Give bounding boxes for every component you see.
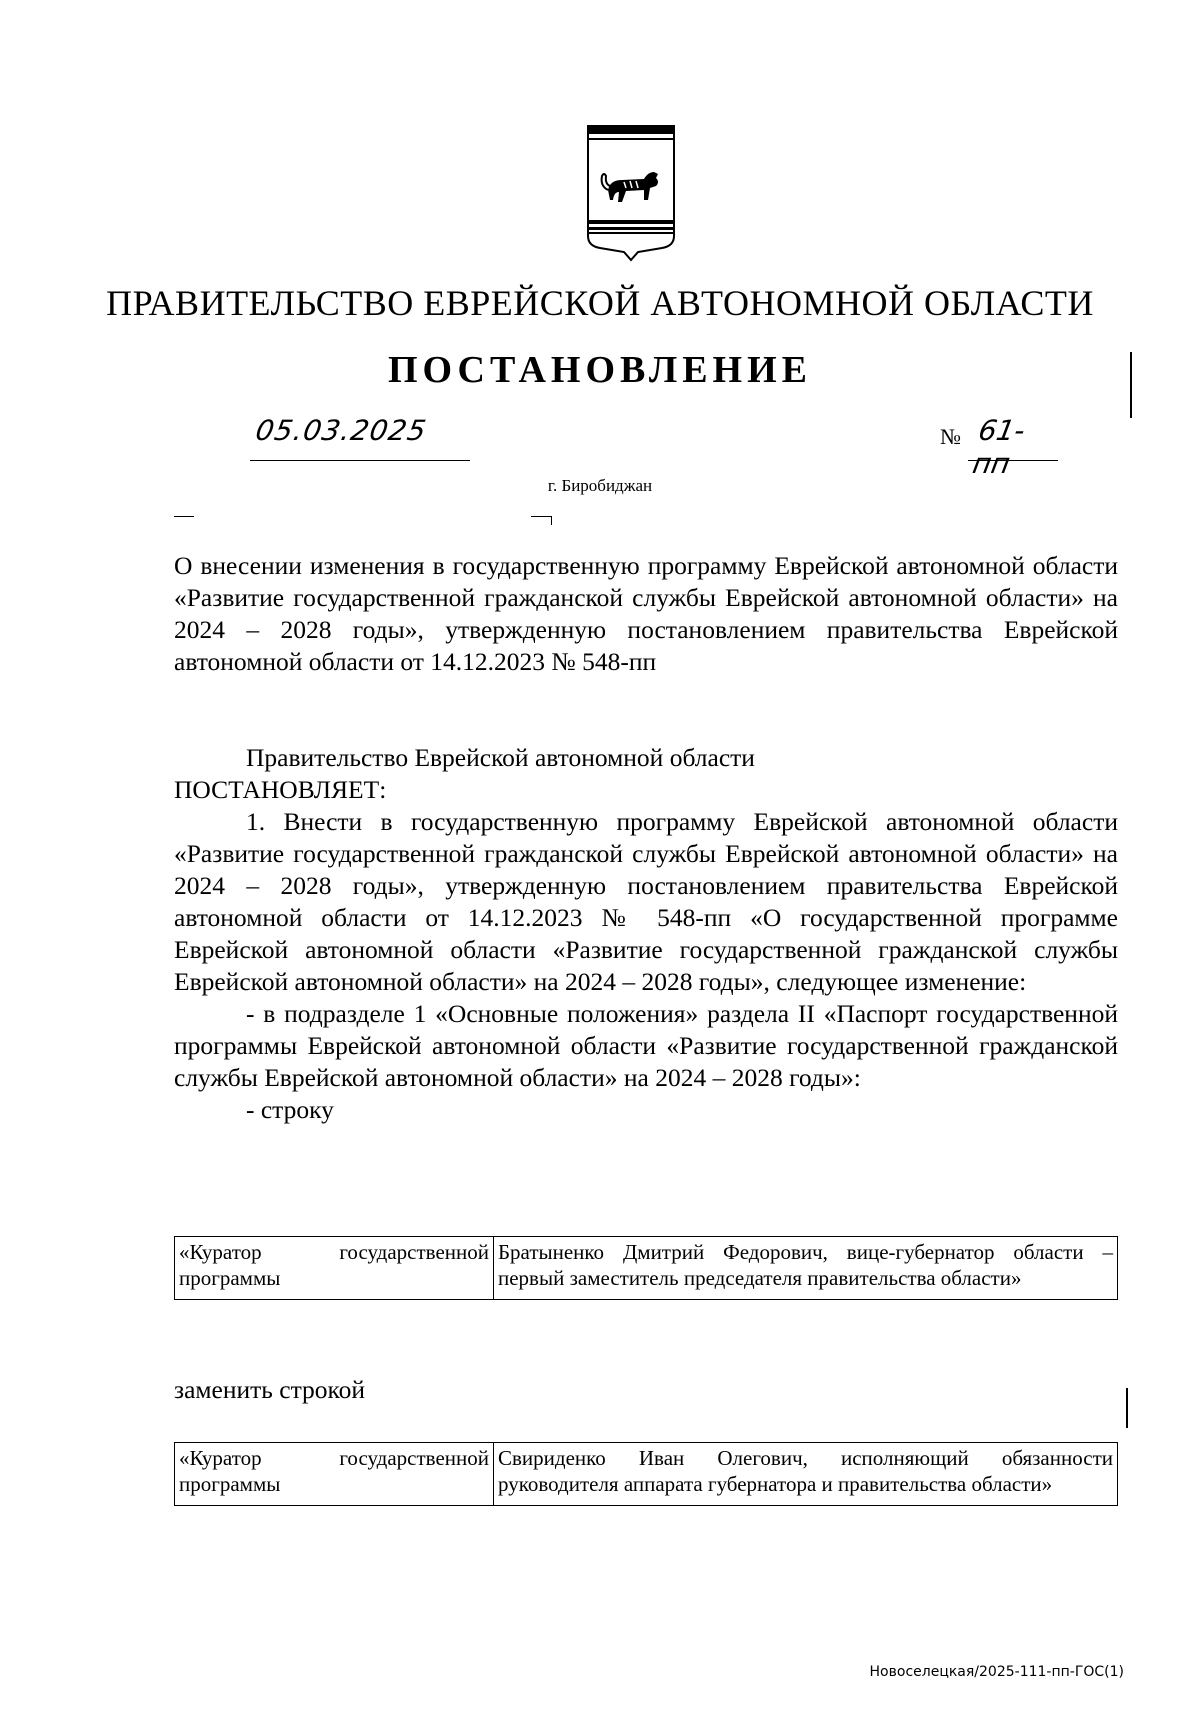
number-field	[968, 414, 1058, 480]
document-body	[174, 742, 1118, 1126]
date-field	[250, 414, 470, 461]
resolves-text: ПОСТАНОВЛЯЕТ:	[174, 775, 387, 804]
replace-text: заменить строкой	[174, 1375, 366, 1404]
handwritten-date: 05.03.2025	[253, 414, 430, 447]
number-label: №	[940, 424, 961, 449]
handwritten-number: 61-пп	[970, 414, 1028, 480]
corner-mark-left	[174, 516, 194, 525]
document-subject: О внесении изменения в государственную программу Еврейской автономной области «Развитие государственной гражданской службы Еврейской автономной области» на 2024 – 2028 годы», утвержденную постановлением правительства Еврейской автономной области от 14.12.2023 № 548-пп	[174, 551, 1118, 676]
item-1: 1. Внести в государственную программу Еврейской автономной области «Развитие государственной гражданской службы Еврейской автономной области» на 2024 – 2028 годы», утвержденную постановлением правительства Еврейской автономной области от 14.12.2023 № 548-пп «О государственной программе Еврейской автономной области «Развитие государственной гражданской службы Еврейской автономной области» на 2024 – 2028 годы», следующее изменение:	[174, 807, 1118, 996]
scan-margin-mark	[1130, 352, 1132, 418]
scan-margin-mark	[1126, 1388, 1128, 1428]
table-row	[175, 1443, 1118, 1506]
table-cell-label: «Куратор государственной программы	[175, 1237, 494, 1300]
table-row	[175, 1237, 1118, 1300]
table-cell-value: Свириденко Иван Олегович, исполняющий обязанности руководителя аппарата губернатора и правительства области»	[494, 1443, 1118, 1506]
subitem: - в подразделе 1 «Основные положения» раздела II «Паспорт государственной программы Еврейской автономной области «Развитие государственной гражданской службы Еврейской автономной области» на 2024 – 2028 годы»:	[174, 999, 1118, 1092]
document-type: ПОСТАНОВЛЕНИЕ	[387, 349, 813, 391]
government-title: ПРАВИТЕЛЬСТВО ЕВРЕЙСКОЙ АВТОНОМНОЙ ОБЛАСТИ	[106, 283, 1094, 323]
intro-text: Правительство Еврейской автономной области	[246, 743, 755, 772]
footer-reference: Новоселецкая/2025-111-пп-ГОС(1)	[869, 1664, 1124, 1680]
table-new-row	[174, 1442, 1118, 1506]
table-cell-label: «Куратор государственной программы	[175, 1443, 494, 1506]
city: г. Биробиджан	[547, 476, 653, 495]
line-label: - строку	[246, 1095, 334, 1124]
table-cell-value: Братыненко Дмитрий Федорович, вице-губернатор области – первый заместитель председателя правительства области»	[494, 1237, 1118, 1300]
tiger-coat-of-arms-icon	[586, 124, 676, 262]
corner-mark-right	[531, 516, 552, 525]
table-old-row	[174, 1236, 1118, 1300]
